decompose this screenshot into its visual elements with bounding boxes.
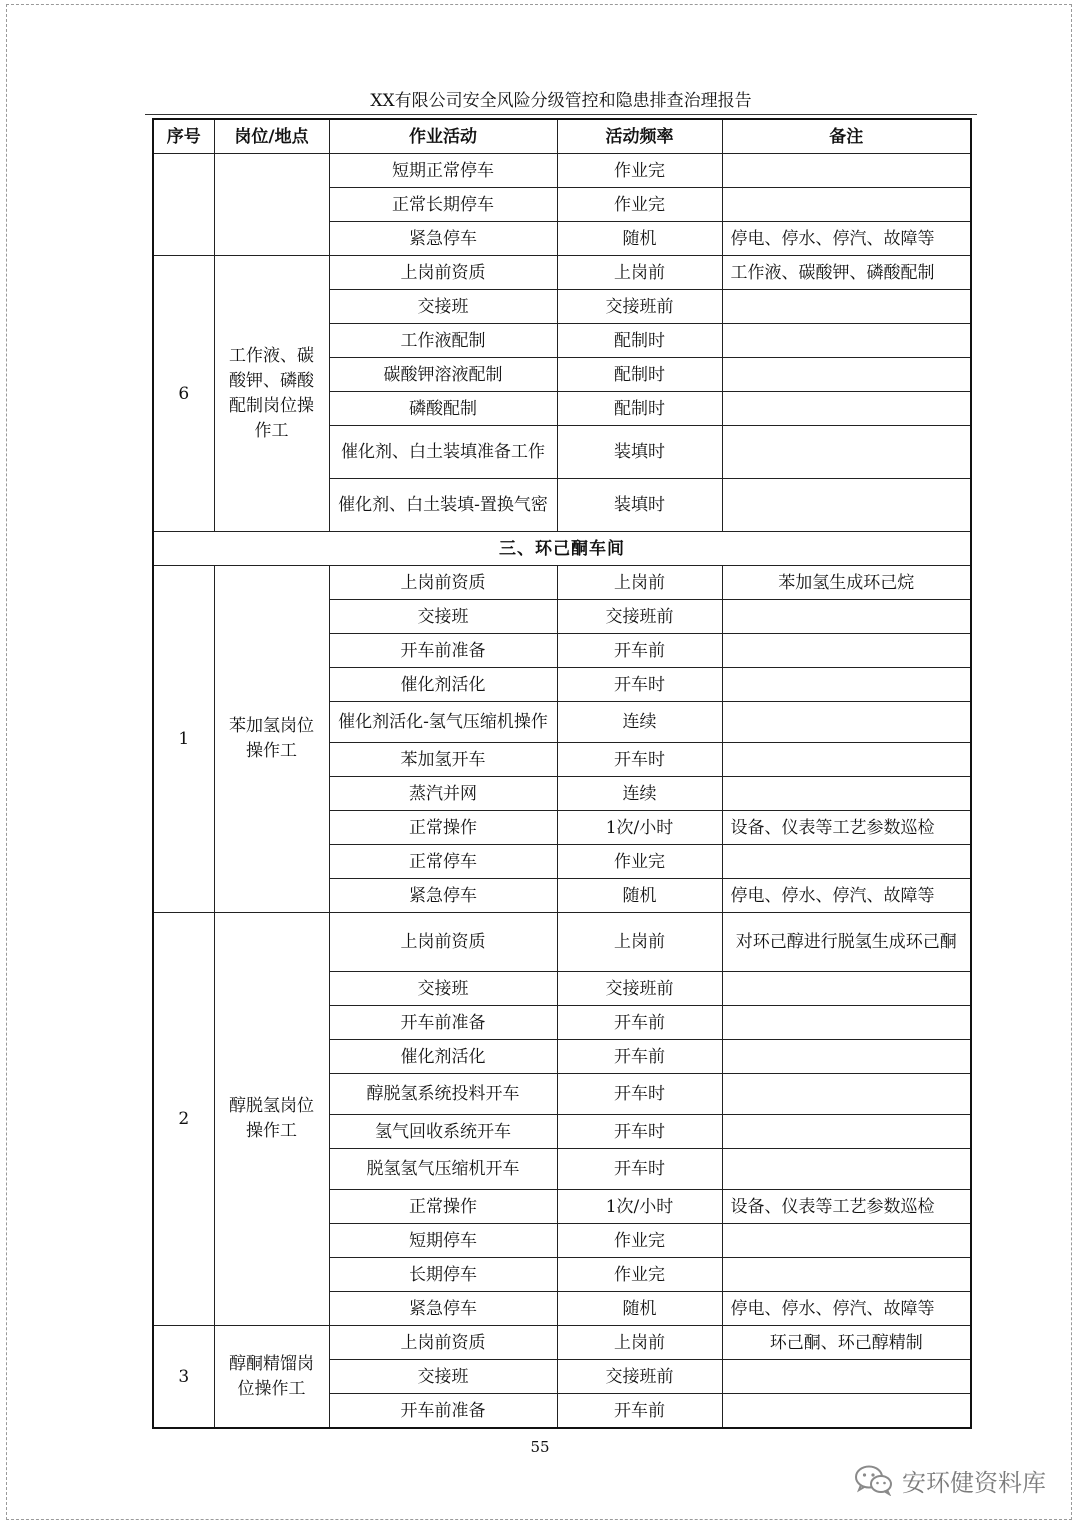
- column-header-no: 序号: [153, 119, 214, 154]
- note-cell: 停电、停水、停汽、故障等: [722, 879, 971, 913]
- frequency-cell: 作业完: [557, 845, 722, 879]
- activity-cell: 碳酸钾溶液配制: [329, 358, 557, 392]
- table-row: [153, 566, 971, 600]
- note-cell: 停电、停水、停汽、故障等: [722, 222, 971, 256]
- activity-cell: 交接班: [329, 290, 557, 324]
- note-cell: 苯加氢生成环己烷: [722, 566, 971, 600]
- activity-cell: 上岗前资质: [329, 1326, 557, 1360]
- frequency-cell: 装填时: [557, 426, 722, 479]
- frequency-cell: 1次/小时: [557, 811, 722, 845]
- frequency-cell: 开车前: [557, 1040, 722, 1074]
- activity-cell: 交接班: [329, 972, 557, 1006]
- table-row: [153, 256, 971, 290]
- column-header-activity: 作业活动: [329, 119, 557, 154]
- row-number-cell: 2: [153, 913, 214, 1326]
- note-cell: 设备、仪表等工艺参数巡检: [722, 1190, 971, 1224]
- activity-cell: 开车前准备: [329, 1394, 557, 1429]
- frequency-cell: 作业完: [557, 1224, 722, 1258]
- section-title: 三、环己酮车间: [153, 532, 971, 566]
- activity-cell: 催化剂、白土装填-置换气密: [329, 479, 557, 532]
- activity-cell: 催化剂、白土装填准备工作: [329, 426, 557, 479]
- activity-cell: 紧急停车: [329, 222, 557, 256]
- activity-cell: 醇脱氢系统投料开车: [329, 1074, 557, 1115]
- table-row: [153, 154, 971, 188]
- document-header: XX有限公司安全风险分级管控和隐患排查治理报告: [145, 88, 977, 115]
- post-cell: 醇酮精馏岗位操作工: [214, 1326, 329, 1429]
- frequency-cell: 开车时: [557, 1074, 722, 1115]
- table-row: [153, 913, 971, 972]
- note-cell: [722, 188, 971, 222]
- activity-cell: 开车前准备: [329, 634, 557, 668]
- post-cell: [214, 154, 329, 256]
- frequency-cell: 作业完: [557, 188, 722, 222]
- frequency-cell: 上岗前: [557, 566, 722, 600]
- note-cell: [722, 426, 971, 479]
- activity-cell: 长期停车: [329, 1258, 557, 1292]
- column-header-post: 岗位/地点: [214, 119, 329, 154]
- post-cell: 苯加氢岗位操作工: [214, 566, 329, 913]
- note-cell: [722, 702, 971, 743]
- post-cell: 醇脱氢岗位操作工: [214, 913, 329, 1326]
- frequency-cell: 开车前: [557, 1006, 722, 1040]
- activity-cell: 交接班: [329, 600, 557, 634]
- activity-cell: 催化剂活化-氢气压缩机操作: [329, 702, 557, 743]
- activity-cell: 紧急停车: [329, 879, 557, 913]
- frequency-cell: 交接班前: [557, 1360, 722, 1394]
- row-number-cell: 6: [153, 256, 214, 532]
- post-cell: 工作液、碳酸钾、磷酸配制岗位操作工: [214, 256, 329, 532]
- frequency-cell: 交接班前: [557, 600, 722, 634]
- note-cell: [722, 845, 971, 879]
- frequency-cell: 交接班前: [557, 972, 722, 1006]
- activity-cell: 上岗前资质: [329, 913, 557, 972]
- frequency-cell: 开车时: [557, 1149, 722, 1190]
- frequency-cell: 配制时: [557, 324, 722, 358]
- note-cell: [722, 1074, 971, 1115]
- activity-cell: 上岗前资质: [329, 256, 557, 290]
- note-cell: [722, 634, 971, 668]
- frequency-cell: 配制时: [557, 392, 722, 426]
- frequency-cell: 装填时: [557, 479, 722, 532]
- activity-cell: 催化剂活化: [329, 1040, 557, 1074]
- note-cell: [722, 1006, 971, 1040]
- frequency-cell: 作业完: [557, 154, 722, 188]
- frequency-cell: 上岗前: [557, 256, 722, 290]
- activity-cell: 磷酸配制: [329, 392, 557, 426]
- note-cell: [722, 1115, 971, 1149]
- frequency-cell: 开车时: [557, 668, 722, 702]
- frequency-cell: 上岗前: [557, 913, 722, 972]
- frequency-cell: 连续: [557, 777, 722, 811]
- frequency-cell: 开车时: [557, 743, 722, 777]
- note-cell: [722, 600, 971, 634]
- activity-cell: 短期正常停车: [329, 154, 557, 188]
- note-cell: [722, 972, 971, 1006]
- risk-activity-table: [152, 118, 972, 1429]
- activity-cell: 开车前准备: [329, 1006, 557, 1040]
- frequency-cell: 1次/小时: [557, 1190, 722, 1224]
- note-cell: [722, 479, 971, 532]
- frequency-cell: 随机: [557, 1292, 722, 1326]
- section-row: [153, 532, 971, 566]
- wechat-icon: [854, 1464, 894, 1496]
- row-number-cell: 3: [153, 1326, 214, 1429]
- note-cell: [722, 154, 971, 188]
- frequency-cell: 开车前: [557, 634, 722, 668]
- activity-cell: 短期停车: [329, 1224, 557, 1258]
- note-cell: [722, 324, 971, 358]
- frequency-cell: 作业完: [557, 1258, 722, 1292]
- note-cell: [722, 668, 971, 702]
- watermark: [854, 1462, 1046, 1498]
- note-cell: 设备、仪表等工艺参数巡检: [722, 811, 971, 845]
- activity-cell: 正常长期停车: [329, 188, 557, 222]
- activity-cell: 交接班: [329, 1360, 557, 1394]
- page-number: 55: [530, 1438, 550, 1456]
- frequency-cell: 随机: [557, 879, 722, 913]
- note-cell: [722, 1149, 971, 1190]
- table-header-row: [153, 119, 971, 154]
- row-number-cell: 1: [153, 566, 214, 913]
- frequency-cell: 上岗前: [557, 1326, 722, 1360]
- note-cell: [722, 1394, 971, 1429]
- activity-cell: 催化剂活化: [329, 668, 557, 702]
- column-header-note: 备注: [722, 119, 971, 154]
- frequency-cell: 配制时: [557, 358, 722, 392]
- note-cell: [722, 743, 971, 777]
- column-header-frequency: 活动频率: [557, 119, 722, 154]
- note-cell: 对环己醇进行脱氢生成环己酮: [722, 913, 971, 972]
- note-cell: 环己酮、环己醇精制: [722, 1326, 971, 1360]
- activity-cell: 紧急停车: [329, 1292, 557, 1326]
- note-cell: [722, 290, 971, 324]
- frequency-cell: 开车前: [557, 1394, 722, 1429]
- activity-cell: 正常操作: [329, 811, 557, 845]
- note-cell: [722, 392, 971, 426]
- frequency-cell: 连续: [557, 702, 722, 743]
- table-row: [153, 1326, 971, 1360]
- activity-cell: 正常操作: [329, 1190, 557, 1224]
- activity-cell: 蒸汽并网: [329, 777, 557, 811]
- activity-cell: 脱氢氢气压缩机开车: [329, 1149, 557, 1190]
- frequency-cell: 开车时: [557, 1115, 722, 1149]
- frequency-cell: 随机: [557, 222, 722, 256]
- activity-cell: 苯加氢开车: [329, 743, 557, 777]
- note-cell: [722, 1258, 971, 1292]
- frequency-cell: 交接班前: [557, 290, 722, 324]
- note-cell: [722, 358, 971, 392]
- note-cell: [722, 1224, 971, 1258]
- note-cell: 工作液、碳酸钾、磷酸配制: [722, 256, 971, 290]
- row-number-cell: [153, 154, 214, 256]
- activity-cell: 上岗前资质: [329, 566, 557, 600]
- activity-cell: 氢气回收系统开车: [329, 1115, 557, 1149]
- note-cell: [722, 1040, 971, 1074]
- note-cell: [722, 777, 971, 811]
- watermark-text: 安环健资料库: [902, 1468, 1046, 1497]
- note-cell: 停电、停水、停汽、故障等: [722, 1292, 971, 1326]
- activity-cell: 工作液配制: [329, 324, 557, 358]
- note-cell: [722, 1360, 971, 1394]
- activity-cell: 正常停车: [329, 845, 557, 879]
